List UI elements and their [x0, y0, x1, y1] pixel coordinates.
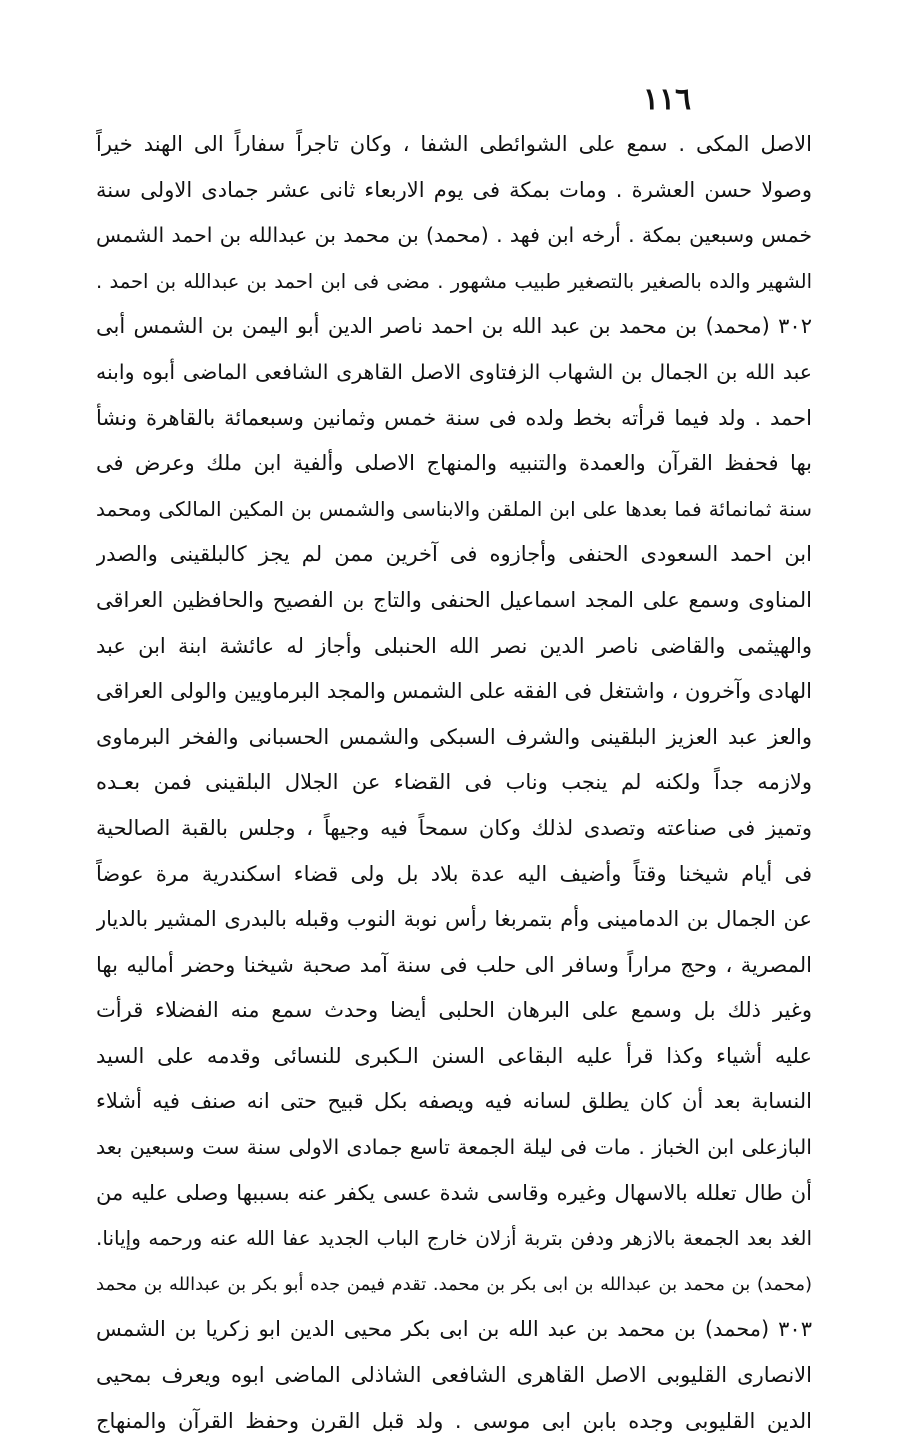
text-line: وغير ذلك بل وسمع على البرهان الحلبى أيضا وحدث سمع منه الفضلاء قرأت [96, 998, 812, 1023]
text-line: الدين القليوبى وجده بابن ابى موسى . ولد قبل القرن وحفظ القرآن والمنهاج [96, 1408, 812, 1433]
text-line: فى أيام شيخنا وقتاً وأضيف اليه عدة بلاد بل ولى قضاء اسكندرية مرة عوضاً [96, 861, 812, 886]
text-line: ولازمه جداً ولكنه لم ينجب وناب فى القضاء عن الجلال البلقينى فمن بعـده [96, 770, 812, 795]
text-line: عليه أشياء وكذا قرأ عليه البقاعى السنن الـكبرى للنسائى وقدمه على السيد [96, 1043, 812, 1068]
text-line: ٣٠٣ (محمد) بن محمد بن عبد الله بن ابى بكر محيى الدين ابو زكريا بن الشمس [96, 1317, 812, 1342]
text-line: وتميز فى صناعته وتصدى لذلك وكان سمحاً فيه وجيهاً ، وجلس بالقبة الصالحية [96, 815, 812, 840]
text-line: عبد الله بن الجمال بن الشهاب الزفتاوى الاصل القاهرى الشافعى الماضى أبوه وابنه [96, 359, 812, 384]
text-line: بها فحفظ القرآن والعمدة والتنبيه والمنهاج الاصلى وألفية ابن ملك وعرض فى [96, 451, 812, 476]
text-line: عن الجمال بن الدمامينى وأم بتمربغا رأس نوبة النوب وقبله بالبدرى المشير بالديار [96, 907, 812, 932]
text-line: والعز عبد العزيز البلقينى والشرف السبكى والشمس الحسبانى والفخر البرماوى [96, 724, 812, 749]
text-line: احمد . ولد فيما قرأته بخط ولده فى سنة خمس وثمانين وسبعمائة بالقاهرة ونشأ [96, 405, 812, 430]
text-line: الشهير والده بالصغير بالتصغير طبيب مشهور . مضى فى ابن احمد بن عبدالله بن احمد . [96, 269, 812, 293]
text-line: الغد بعد الجمعة بالازهر ودفن بتربة أزلان خارج الباب الجديد عفا الله عنه ورحمه وإيانا. [96, 1226, 812, 1251]
text-line: المصرية ، وحج مراراً وسافر الى حلب فى سنة آمد صحبة شيخنا وحضر أماليه بها [96, 952, 812, 977]
text-line: (محمد) بن محمد بن عبدالله بن ابى بكر بن محمد. تقدم فيمن جده أبو بكر بن عبدالله بن محمد [96, 1273, 812, 1295]
text-line: وصولا حسن العشرة . ومات بمكة فى يوم الاربعاء ثانى عشر جمادى الاولى سنة [96, 177, 812, 202]
text-line: أن طال تعلله بالاسهال وغيره وقاسى شدة عسى يكفر عنه بسببها وصلى عليه من [96, 1180, 812, 1205]
text-line: والهيثمى والقاضى ناصر الدين نصر الله الحنبلى وأجاز له عائشة ابنة ابن عبد [96, 633, 812, 658]
text-body [96, 122, 812, 1444]
text-line: البازعلى ابن الخباز . مات فى ليلة الجمعة تاسع جمادى الاولى سنة ست وسبعين بعد [96, 1135, 812, 1160]
text-line: ٣٠٢ (محمد) بن محمد بن عبد الله بن احمد ناصر الدين أبو اليمن بن الشمس أبى [96, 314, 812, 339]
text-line: الاصل المكى . سمع على الشوائطى الشفا ، وكان تاجراً سفاراً الى الهند خيراً [96, 132, 812, 156]
text-line: سنة ثمانمائة فما بعدها على ابن الملقن والابناسى والشمس بن المكين المالكى ومحمد [96, 496, 812, 521]
text-line: المناوى وسمع على المجد اسماعيل الحنفى والتاج بن الفصيح والحافظين العراقى [96, 587, 812, 612]
text-line: النسابة بعد أن كان يطلق لسانه فيه ويصفه بكل قبيح حتى انه صنف فيه أشلاء [96, 1089, 812, 1114]
text-line: الهادى وآخرون ، واشتغل فى الفقه على الشمس والمجد البرماويين والولى العراقى [96, 679, 812, 704]
text-line: خمس وسبعين بمكة . أرخه ابن فهد . (محمد) بن محمد بن عبدالله بن احمد الشمس [96, 223, 812, 248]
text-line: ابن احمد السعودى الحنفى وأجازوه فى آخرين ممن لم يجز كالبلقينى والصدر [96, 542, 812, 567]
text-line: الانصارى القليوبى الاصل القاهرى الشافعى الشاذلى الماضى ابوه ويعرف بمحيى [96, 1363, 812, 1388]
page-number: ١١٦ [642, 82, 692, 117]
